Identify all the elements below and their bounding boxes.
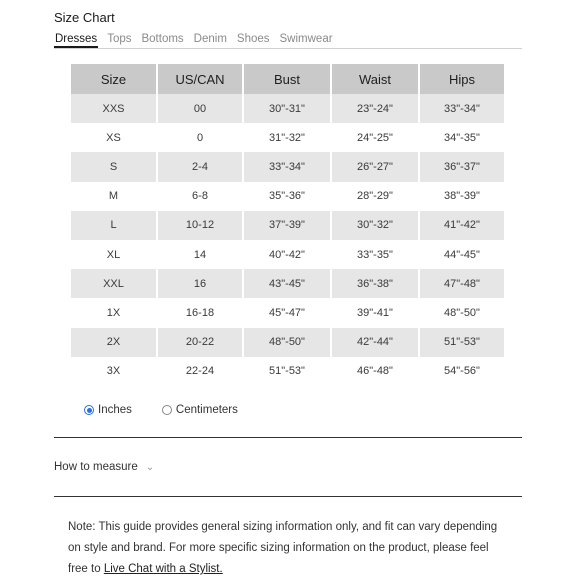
table-cell: 33"-35" — [331, 240, 419, 269]
table-cell: 51"-53" — [243, 357, 331, 386]
table-cell: L — [71, 211, 157, 240]
inches-radio[interactable] — [84, 405, 94, 415]
table-cell: 36"-37" — [419, 152, 505, 181]
table-cell: 3X — [71, 357, 157, 386]
tab-tops[interactable]: Tops — [107, 33, 132, 45]
table-cell: 28"-29" — [331, 182, 419, 211]
column-header-us-can: US/CAN — [157, 64, 243, 94]
table-cell: 1X — [71, 298, 157, 327]
size-table — [71, 64, 506, 386]
table-cell: XXS — [71, 94, 157, 123]
note-text: Note: This guide provides general sizing information only, and fit can vary depending on style and brand. For more specific sizing information on the product, please feel free to — [68, 521, 498, 575]
table-cell: 48"-50" — [243, 328, 331, 357]
inches-label: Inches — [98, 404, 132, 416]
table-cell: XS — [71, 123, 157, 152]
tab-swimwear[interactable]: Swimwear — [279, 33, 333, 45]
table-cell: 51"-53" — [419, 328, 505, 357]
centimeters-option[interactable] — [162, 404, 238, 416]
tab-denim[interactable]: Denim — [193, 33, 227, 45]
divider — [54, 496, 522, 497]
table-cell: 20-22 — [157, 328, 243, 357]
table-cell: 14 — [157, 240, 243, 269]
table-row — [71, 152, 505, 181]
table-cell: 23"-24" — [331, 94, 419, 123]
table-cell: 43"-45" — [243, 269, 331, 298]
centimeters-label: Centimeters — [175, 404, 238, 416]
table-row — [71, 211, 505, 240]
table-cell: 16-18 — [157, 298, 243, 327]
table-row — [71, 94, 505, 123]
table-cell: XL — [71, 240, 157, 269]
table-cell: 2-4 — [157, 152, 243, 181]
table-cell: 16 — [157, 269, 243, 298]
table-cell: 41"-42" — [419, 211, 505, 240]
table-cell: 46"-48" — [331, 357, 419, 386]
table-cell: 33"-34" — [243, 152, 331, 181]
table-cell: 54"-56" — [419, 357, 505, 386]
table-cell: 26"-27" — [331, 152, 419, 181]
table-row — [71, 298, 505, 327]
divider — [54, 437, 522, 438]
table-cell: 36"-38" — [331, 269, 419, 298]
table-cell: 24"-25" — [331, 123, 419, 152]
column-header-size: Size — [71, 64, 157, 94]
tab-dresses[interactable]: Dresses — [54, 32, 98, 48]
live-chat-link[interactable]: Live Chat with a Stylist. — [103, 563, 223, 575]
inches-option[interactable] — [84, 404, 132, 416]
table-cell: 0 — [157, 123, 243, 152]
tab-bottoms[interactable]: Bottoms — [141, 33, 184, 45]
table-cell: 33"-34" — [419, 94, 505, 123]
table-row — [71, 123, 505, 152]
sizing-note — [68, 517, 508, 580]
table-cell: 47"-48" — [419, 269, 505, 298]
table-cell: 35"-36" — [243, 182, 331, 211]
column-header-waist: Waist — [331, 64, 419, 94]
table-row — [71, 328, 505, 357]
chevron-down-icon: ⌄ — [145, 461, 155, 473]
how-to-measure-toggle[interactable] — [54, 461, 154, 473]
tab-shoes[interactable]: Shoes — [236, 33, 270, 45]
table-row — [71, 357, 505, 386]
column-header-bust: Bust — [243, 64, 331, 94]
table-cell: 34"-35" — [419, 123, 505, 152]
table-header-row — [71, 64, 505, 94]
table-cell: 40"-42" — [243, 240, 331, 269]
category-tabs — [54, 32, 522, 49]
table-cell: 38"-39" — [419, 182, 505, 211]
table-cell: 22-24 — [157, 357, 243, 386]
table-cell: 45"-47" — [243, 298, 331, 327]
how-to-measure-label: How to measure — [54, 461, 138, 473]
unit-toggle — [84, 404, 238, 416]
page-title: Size Chart — [54, 10, 115, 25]
table-cell: 30"-31" — [243, 94, 331, 123]
column-header-hips: Hips — [419, 64, 505, 94]
table-cell: 42"-44" — [331, 328, 419, 357]
table-cell: M — [71, 182, 157, 211]
table-row — [71, 182, 505, 211]
table-cell: 37"-39" — [243, 211, 331, 240]
table-cell: XXL — [71, 269, 157, 298]
table-cell: 30"-32" — [331, 211, 419, 240]
centimeters-radio[interactable] — [162, 405, 172, 415]
table-cell: 2X — [71, 328, 157, 357]
table-cell: S — [71, 152, 157, 181]
table-row — [71, 240, 505, 269]
table-cell: 31"-32" — [243, 123, 331, 152]
table-cell: 6-8 — [157, 182, 243, 211]
table-cell: 44"-45" — [419, 240, 505, 269]
table-cell: 48"-50" — [419, 298, 505, 327]
table-cell: 10-12 — [157, 211, 243, 240]
table-cell: 39"-41" — [331, 298, 419, 327]
table-row — [71, 269, 505, 298]
table-cell: 00 — [157, 94, 243, 123]
